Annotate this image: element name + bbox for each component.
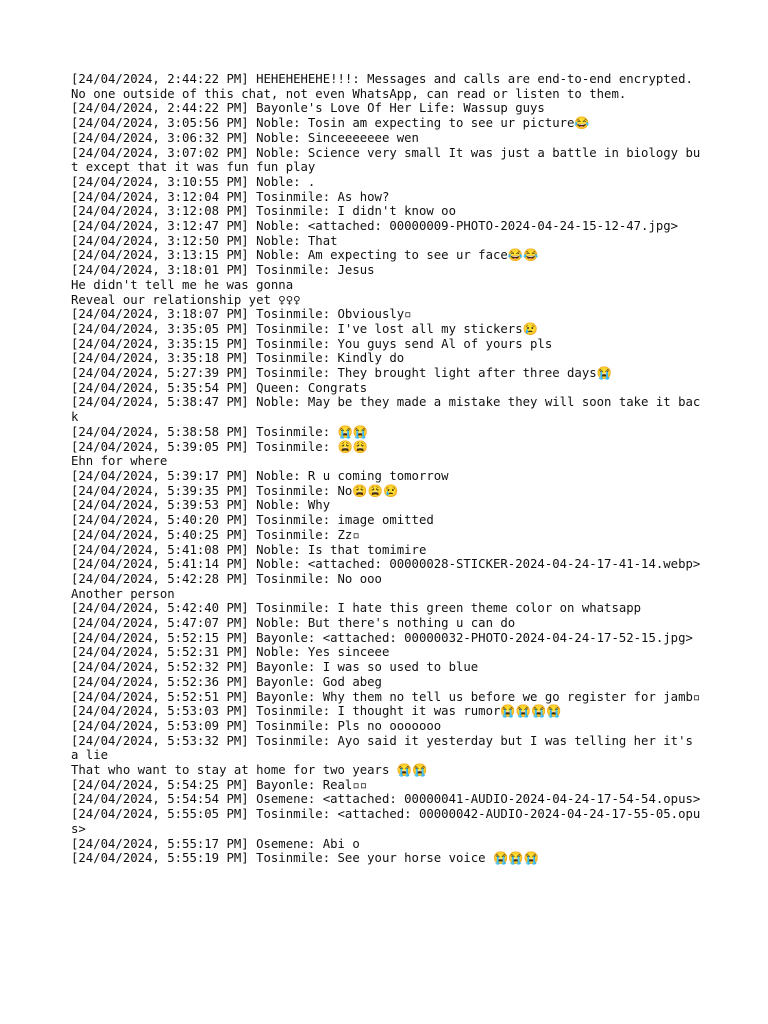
transcript-line: [24/04/2024, 3:05:56 PM] Noble: Tosin am expecting to see ur picture😂 [71, 116, 590, 131]
transcript-line: [24/04/2024, 5:52:15 PM] Bayonle: <attached: 00000032-PHOTO-2024-04-24-17-52-15.jpg> [71, 630, 693, 645]
transcript-line: [24/04/2024, 5:54:25 PM] Bayonle: Real▫▫ [71, 777, 368, 792]
transcript-line: [24/04/2024, 5:52:32 PM] Bayonle: I was so used to blue [71, 660, 479, 675]
transcript-line: [24/04/2024, 5:42:28 PM] Tosinmile: No ooo [71, 571, 382, 586]
transcript-line: [24/04/2024, 5:55:19 PM] Tosinmile: See your horse voice 😭😭😭 [71, 851, 539, 866]
transcript-line: [24/04/2024, 5:39:35 PM] Tosinmile: No😩😩😢 [71, 483, 399, 498]
transcript-line: [24/04/2024, 5:38:47 PM] Noble: May be they made a mistake they will soon take it back [71, 395, 701, 425]
transcript-line: [24/04/2024, 3:12:04 PM] Tosinmile: As how? [71, 189, 390, 204]
transcript-line: [24/04/2024, 3:35:15 PM] Tosinmile: You guys send Al of yours pls [71, 336, 553, 351]
transcript-line: Another person [71, 586, 175, 601]
transcript-line: [24/04/2024, 2:44:22 PM] HEHEHEHEHE!!!: Messages and calls are end-to-end encrypted. No one outside of this chat, not even WhatsApp, can read or listen to them. [71, 72, 701, 101]
transcript-line: [24/04/2024, 3:18:01 PM] Tosinmile: Jesus [71, 263, 375, 278]
transcript-line: [24/04/2024, 3:13:15 PM] Noble: Am expecting to see ur face😂😂 [71, 248, 539, 263]
transcript-line: [24/04/2024, 3:10:55 PM] Noble: . [71, 174, 316, 189]
transcript-line: He didn't tell me he was gonna [71, 277, 294, 292]
transcript-line: [24/04/2024, 5:41:08 PM] Noble: Is that tomimire [71, 542, 427, 557]
transcript-line: [24/04/2024, 5:55:05 PM] Tosinmile: <attached: 00000042-AUDIO-2024-04-24-17-55-05.opus> [71, 807, 701, 836]
transcript-line: [24/04/2024, 5:47:07 PM] Noble: But there's nothing u can do [71, 616, 516, 631]
transcript-line: [24/04/2024, 3:12:08 PM] Tosinmile: I didn't know oo [71, 204, 456, 219]
transcript-line: [24/04/2024, 3:18:07 PM] Tosinmile: Obviously▫ [71, 307, 412, 322]
transcript-line: [24/04/2024, 5:40:20 PM] Tosinmile: image omitted [71, 513, 434, 528]
transcript-line: [24/04/2024, 5:53:32 PM] Tosinmile: Ayo said it yesterday but I was telling her it's a lie [71, 733, 701, 763]
transcript-line: [24/04/2024, 3:12:50 PM] Noble: That [71, 233, 338, 248]
transcript-line: [24/04/2024, 5:35:54 PM] Queen: Congrats [71, 380, 368, 395]
transcript-line: [24/04/2024, 5:54:54 PM] Osemene: <attached: 00000041-AUDIO-2024-04-24-17-54-54.opus> [71, 792, 701, 807]
transcript-line: [24/04/2024, 3:06:32 PM] Noble: Sinceeeeeee wen [71, 130, 419, 145]
transcript-line: [24/04/2024, 5:39:17 PM] Noble: R u coming tomorrow [71, 468, 449, 483]
chat-transcript [71, 72, 701, 866]
transcript-line: [24/04/2024, 3:35:05 PM] Tosinmile: I've lost all my stickers😢 [71, 321, 538, 336]
transcript-line: Reveal our relationship yet ♀♀♀ [71, 292, 301, 307]
transcript-line: [24/04/2024, 5:39:53 PM] Noble: Why [71, 498, 331, 513]
transcript-line: [24/04/2024, 3:12:47 PM] Noble: <attached: 00000009-PHOTO-2024-04-24-15-12-47.jpg> [71, 219, 679, 234]
transcript-line: [24/04/2024, 5:55:17 PM] Osemene: Abi o [71, 836, 360, 851]
transcript-line: [24/04/2024, 5:38:58 PM] Tosinmile: 😭😭 [71, 424, 369, 439]
transcript-line: That who want to stay at home for two years 😭😭 [71, 763, 428, 778]
transcript-line: [24/04/2024, 5:52:51 PM] Bayonle: Why them no tell us before we go register for jamb▫ [71, 689, 701, 704]
transcript-line: [24/04/2024, 5:53:09 PM] Tosinmile: Pls no ooooooo [71, 718, 442, 733]
transcript-line: [24/04/2024, 3:07:02 PM] Noble: Science very small It was just a battle in biology but except that it was fun fun play [71, 145, 701, 175]
transcript-line: [24/04/2024, 5:39:05 PM] Tosinmile: 😩😩 [71, 439, 369, 454]
transcript-line: [24/04/2024, 5:42:40 PM] Tosinmile: I hate this green theme color on whatsapp [71, 601, 642, 616]
transcript-line: [24/04/2024, 5:41:14 PM] Noble: <attached: 00000028-STICKER-2024-04-24-17-41-14.webp> [71, 557, 701, 572]
transcript-line: [24/04/2024, 2:44:22 PM] Bayonle's Love Of Her Life: Wassup guys [71, 101, 545, 116]
transcript-line: Ehn for where [71, 454, 168, 469]
transcript-line: [24/04/2024, 5:52:31 PM] Noble: Yes sinceee [71, 645, 390, 660]
transcript-line: [24/04/2024, 5:52:36 PM] Bayonle: God abeg [71, 674, 382, 689]
transcript-line: [24/04/2024, 5:53:03 PM] Tosinmile: I thought it was rumor😭😭😭😭 [71, 704, 562, 719]
transcript-line: [24/04/2024, 5:27:39 PM] Tosinmile: They brought light after three days😭 [71, 366, 612, 381]
transcript-line: [24/04/2024, 3:35:18 PM] Tosinmile: Kindly do [71, 351, 405, 366]
transcript-line: [24/04/2024, 5:40:25 PM] Tosinmile: Zz▫ [71, 527, 360, 542]
